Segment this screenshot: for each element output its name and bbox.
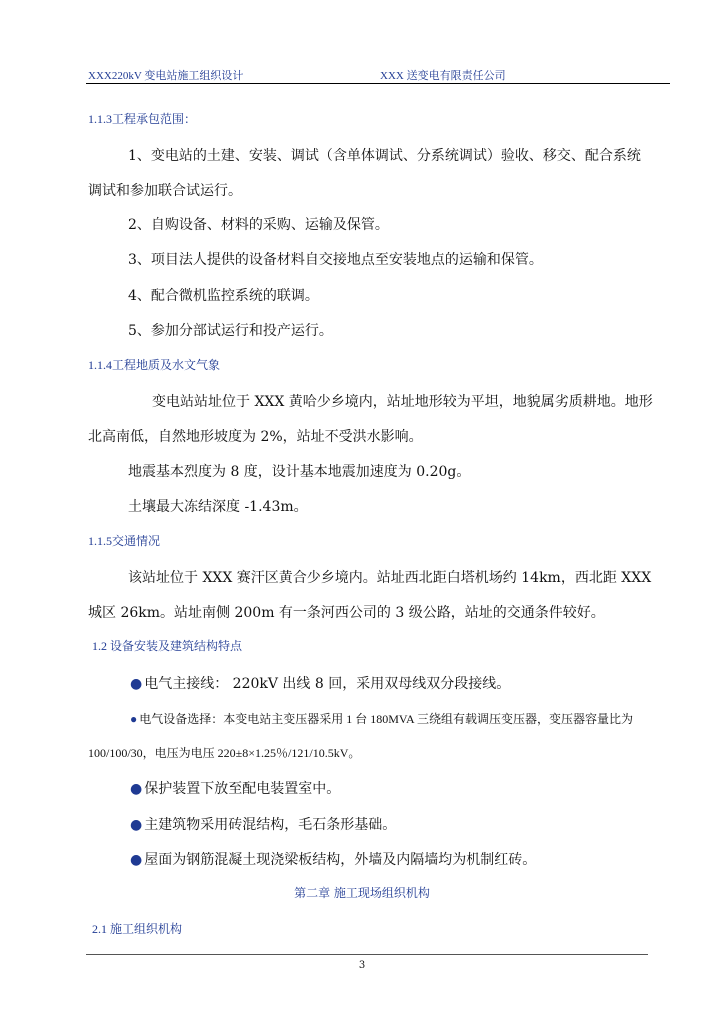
section-heading-traffic: 1.1.5交通情况 (88, 534, 161, 548)
section-heading-geology: 1.1.4工程地质及水文气象 (88, 358, 221, 372)
equipment-bullet-2-line-2: 100/100/30，电压为电压 220±8×1.25％/121/10.5kV。 (88, 746, 361, 760)
equipment-bullet-2 (130, 710, 633, 727)
equipment-bullet-1 (130, 673, 510, 693)
equipment-text: 屋面为钢筋混凝土现浇梁板结构，外墙及内隔墙均为机制红砖。 (144, 852, 537, 868)
equipment-text: 电气设备选择：本变电站主变压器采用 1 台 180MVA 三绕组有载调压变压器，变压器容量比为 (139, 712, 634, 726)
equipment-bullet-4 (130, 814, 396, 834)
page-number: 3 (358, 960, 366, 971)
equipment-text: 保护装置下放至配电装置室中。 (144, 781, 341, 797)
geology-para-1-line-1: 变电站站址位于 XXX 黄哈少乡境内，站址地形较为平坦，地貌属劣质耕地。地形 (152, 394, 653, 410)
geology-para-3: 土壤最大冻结深度 -1.43m。 (128, 499, 308, 515)
bullet-icon: ● (130, 712, 138, 726)
equipment-bullet-5 (130, 849, 536, 869)
scope-item-5: 5、参加分部试运行和投产运行。 (128, 323, 333, 339)
page-header-right: XXX 送变电有限责任公司 (380, 70, 506, 82)
section-heading-scope: 1.1.3工程承包范围： (88, 112, 197, 126)
scope-item-1-line-2: 调试和参加联合试运行。 (88, 183, 242, 199)
bullet-icon: ● (130, 781, 143, 797)
scope-item-1-line-1: 1、变电站的土建、安装、调试（含单体调试、分系统调试）验收、移交、配合系统 (128, 148, 641, 164)
footer-rule (86, 954, 648, 955)
bullet-icon: ● (130, 817, 143, 833)
traffic-line-2: 城区 26km。站址南侧 200m 有一条河西公司的 3 级公路，站址的交通条件较好。 (88, 605, 605, 621)
scope-item-4: 4、配合微机监控系统的联调。 (128, 288, 319, 304)
bullet-icon: ● (130, 852, 143, 868)
geology-para-1-line-2: 北高南低，自然地形坡度为 2%，站址不受洪水影响。 (88, 429, 423, 445)
traffic-line-1: 该站址位于 XXX 赛汗区黄合少乡境内。站址西北距白塔机场约 14km，西北距 XXX (128, 570, 652, 586)
header-rule (86, 83, 670, 84)
equipment-text: 电气主接线： 220kV 出线 8 回，采用双母线双分段接线。 (144, 676, 511, 692)
page-header-left: XXX220kV 变电站施工组织设计 (88, 70, 244, 82)
bullet-icon: ● (130, 676, 143, 692)
scope-item-3: 3、项目法人提供的设备材料自交接地点至安装地点的运输和保管。 (128, 252, 543, 268)
geology-para-2: 地震基本烈度为 8 度，设计基本地震加速度为 0.20g。 (128, 464, 471, 480)
equipment-text: 主建筑物采用砖混结构，毛石条形基础。 (144, 817, 397, 833)
chapter-title: 第二章 施工现场组织机构 (294, 886, 430, 900)
section-heading-organization: 2.1 施工组织机构 (92, 922, 183, 936)
equipment-bullet-3 (130, 778, 340, 798)
scope-item-2: 2、自购设备、材料的采购、运输及保管。 (128, 217, 389, 233)
section-heading-equipment: 1.2 设备安装及建筑结构特点 (92, 639, 243, 653)
